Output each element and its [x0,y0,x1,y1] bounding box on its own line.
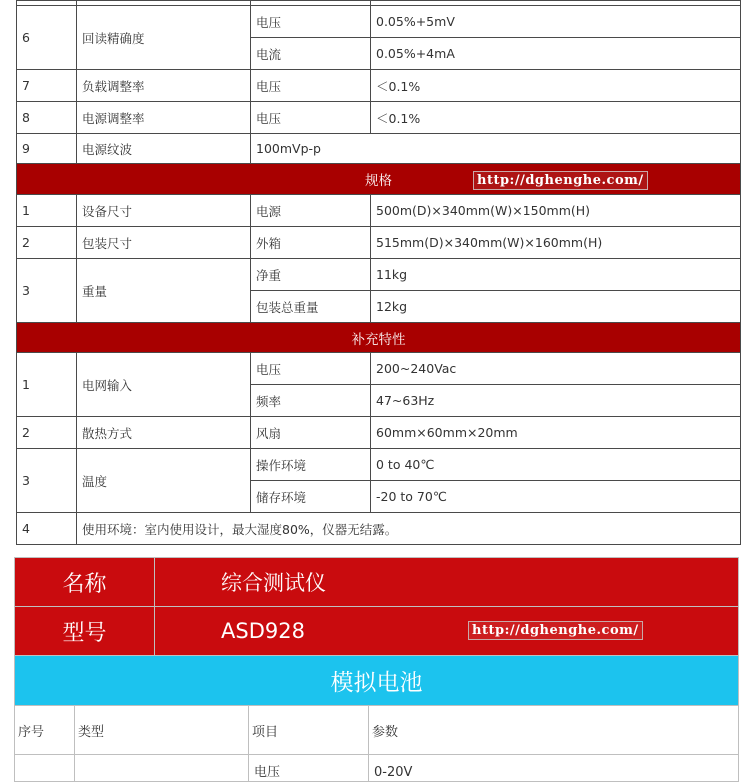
row-item: 操作环境 [251,449,371,481]
row-value: ＜0.1% [371,70,741,102]
row-item: 电流 [251,38,371,70]
row-name [75,755,249,782]
row-item: 储存环境 [251,481,371,513]
row-name: 负载调整率 [77,70,251,102]
row-number [15,755,75,782]
watermark: http://dghenghe.com/ [473,171,648,190]
row-item: 外箱 [251,227,371,259]
section-header-battery: 模拟电池 [15,656,739,706]
row-name: 电源纹波 [77,134,251,164]
table-row [17,417,741,449]
product-model-row [15,607,739,656]
row-number: 4 [17,513,77,545]
row-number: 7 [17,70,77,102]
section-title: 规格 [365,173,392,189]
product-name-row [15,558,739,607]
row-number: 3 [17,449,77,513]
table-row [17,102,741,134]
row-number: 8 [17,102,77,134]
table-row [17,449,741,481]
section-row [15,656,739,706]
row-item: 频率 [251,385,371,417]
row-value: -20 to 70℃ [371,481,741,513]
row-name: 电源调整率 [77,102,251,134]
row-item: 净重 [251,259,371,291]
row-number: 6 [17,6,77,70]
row-name: 散热方式 [77,417,251,449]
model-value: ASD928 [221,619,305,643]
section-row [17,164,741,195]
watermark: http://dghenghe.com/ [468,621,643,640]
row-value: 515mm(D)×340mm(W)×160mm(H) [371,227,741,259]
row-value: 200~240Vac [371,353,741,385]
row-value: 0 to 40℃ [371,449,741,481]
column-header: 项目 [249,706,369,755]
row-number: 9 [17,134,77,164]
row-number: 2 [17,227,77,259]
row-value: 47~63Hz [371,385,741,417]
table-row [17,134,741,164]
row-name: 电网输入 [77,353,251,417]
row-name: 回读精确度 [77,6,251,70]
row-name: 包装尺寸 [77,227,251,259]
column-header: 类型 [75,706,249,755]
row-item: 风扇 [251,417,371,449]
row-item: 电压 [251,6,371,38]
row-value: 0.05%+4mA [371,38,741,70]
row-full-text: 使用环境：室内使用设计，最大湿度80%，仪器无结露。 [77,513,741,545]
name-value: 综合测试仪 [155,558,739,607]
spec-table [16,0,741,545]
product-table [14,557,739,782]
table-row [17,195,741,227]
row-value: 11kg [371,259,741,291]
row-value: 500m(D)×340mm(W)×150mm(H) [371,195,741,227]
row-item: 电压 [251,353,371,385]
row-value: 100mVp-p [251,134,741,164]
table-row [17,227,741,259]
row-value: ＜0.1% [371,102,741,134]
section-header-specs [17,164,741,195]
row-item: 包装总重量 [251,291,371,323]
table-row [17,6,741,38]
row-item: 电源 [251,195,371,227]
table-row [15,755,739,782]
table-row [17,259,741,291]
row-value: 60mm×60mm×20mm [371,417,741,449]
table-row [17,70,741,102]
column-header: 参数 [369,706,739,755]
section-title: 补充特性 [351,331,406,348]
row-value: 0-20V [369,755,739,782]
header-row [15,706,739,755]
column-header: 序号 [15,706,75,755]
row-number: 2 [17,417,77,449]
row-name: 温度 [77,449,251,513]
row-value: 0.05%+5mV [371,6,741,38]
row-item: 电压 [251,102,371,134]
row-name: 设备尺寸 [77,195,251,227]
section-header-extra [17,323,741,353]
name-label: 名称 [15,558,155,607]
row-item: 电压 [251,70,371,102]
table-row [17,513,741,545]
row-item: 电压 [249,755,369,782]
table-row [17,353,741,385]
section-row [17,323,741,353]
row-number: 3 [17,259,77,323]
row-number: 1 [17,353,77,417]
row-value: 12kg [371,291,741,323]
model-label: 型号 [15,607,155,656]
row-number: 1 [17,195,77,227]
model-value-cell [155,607,739,656]
row-name: 重量 [77,259,251,323]
